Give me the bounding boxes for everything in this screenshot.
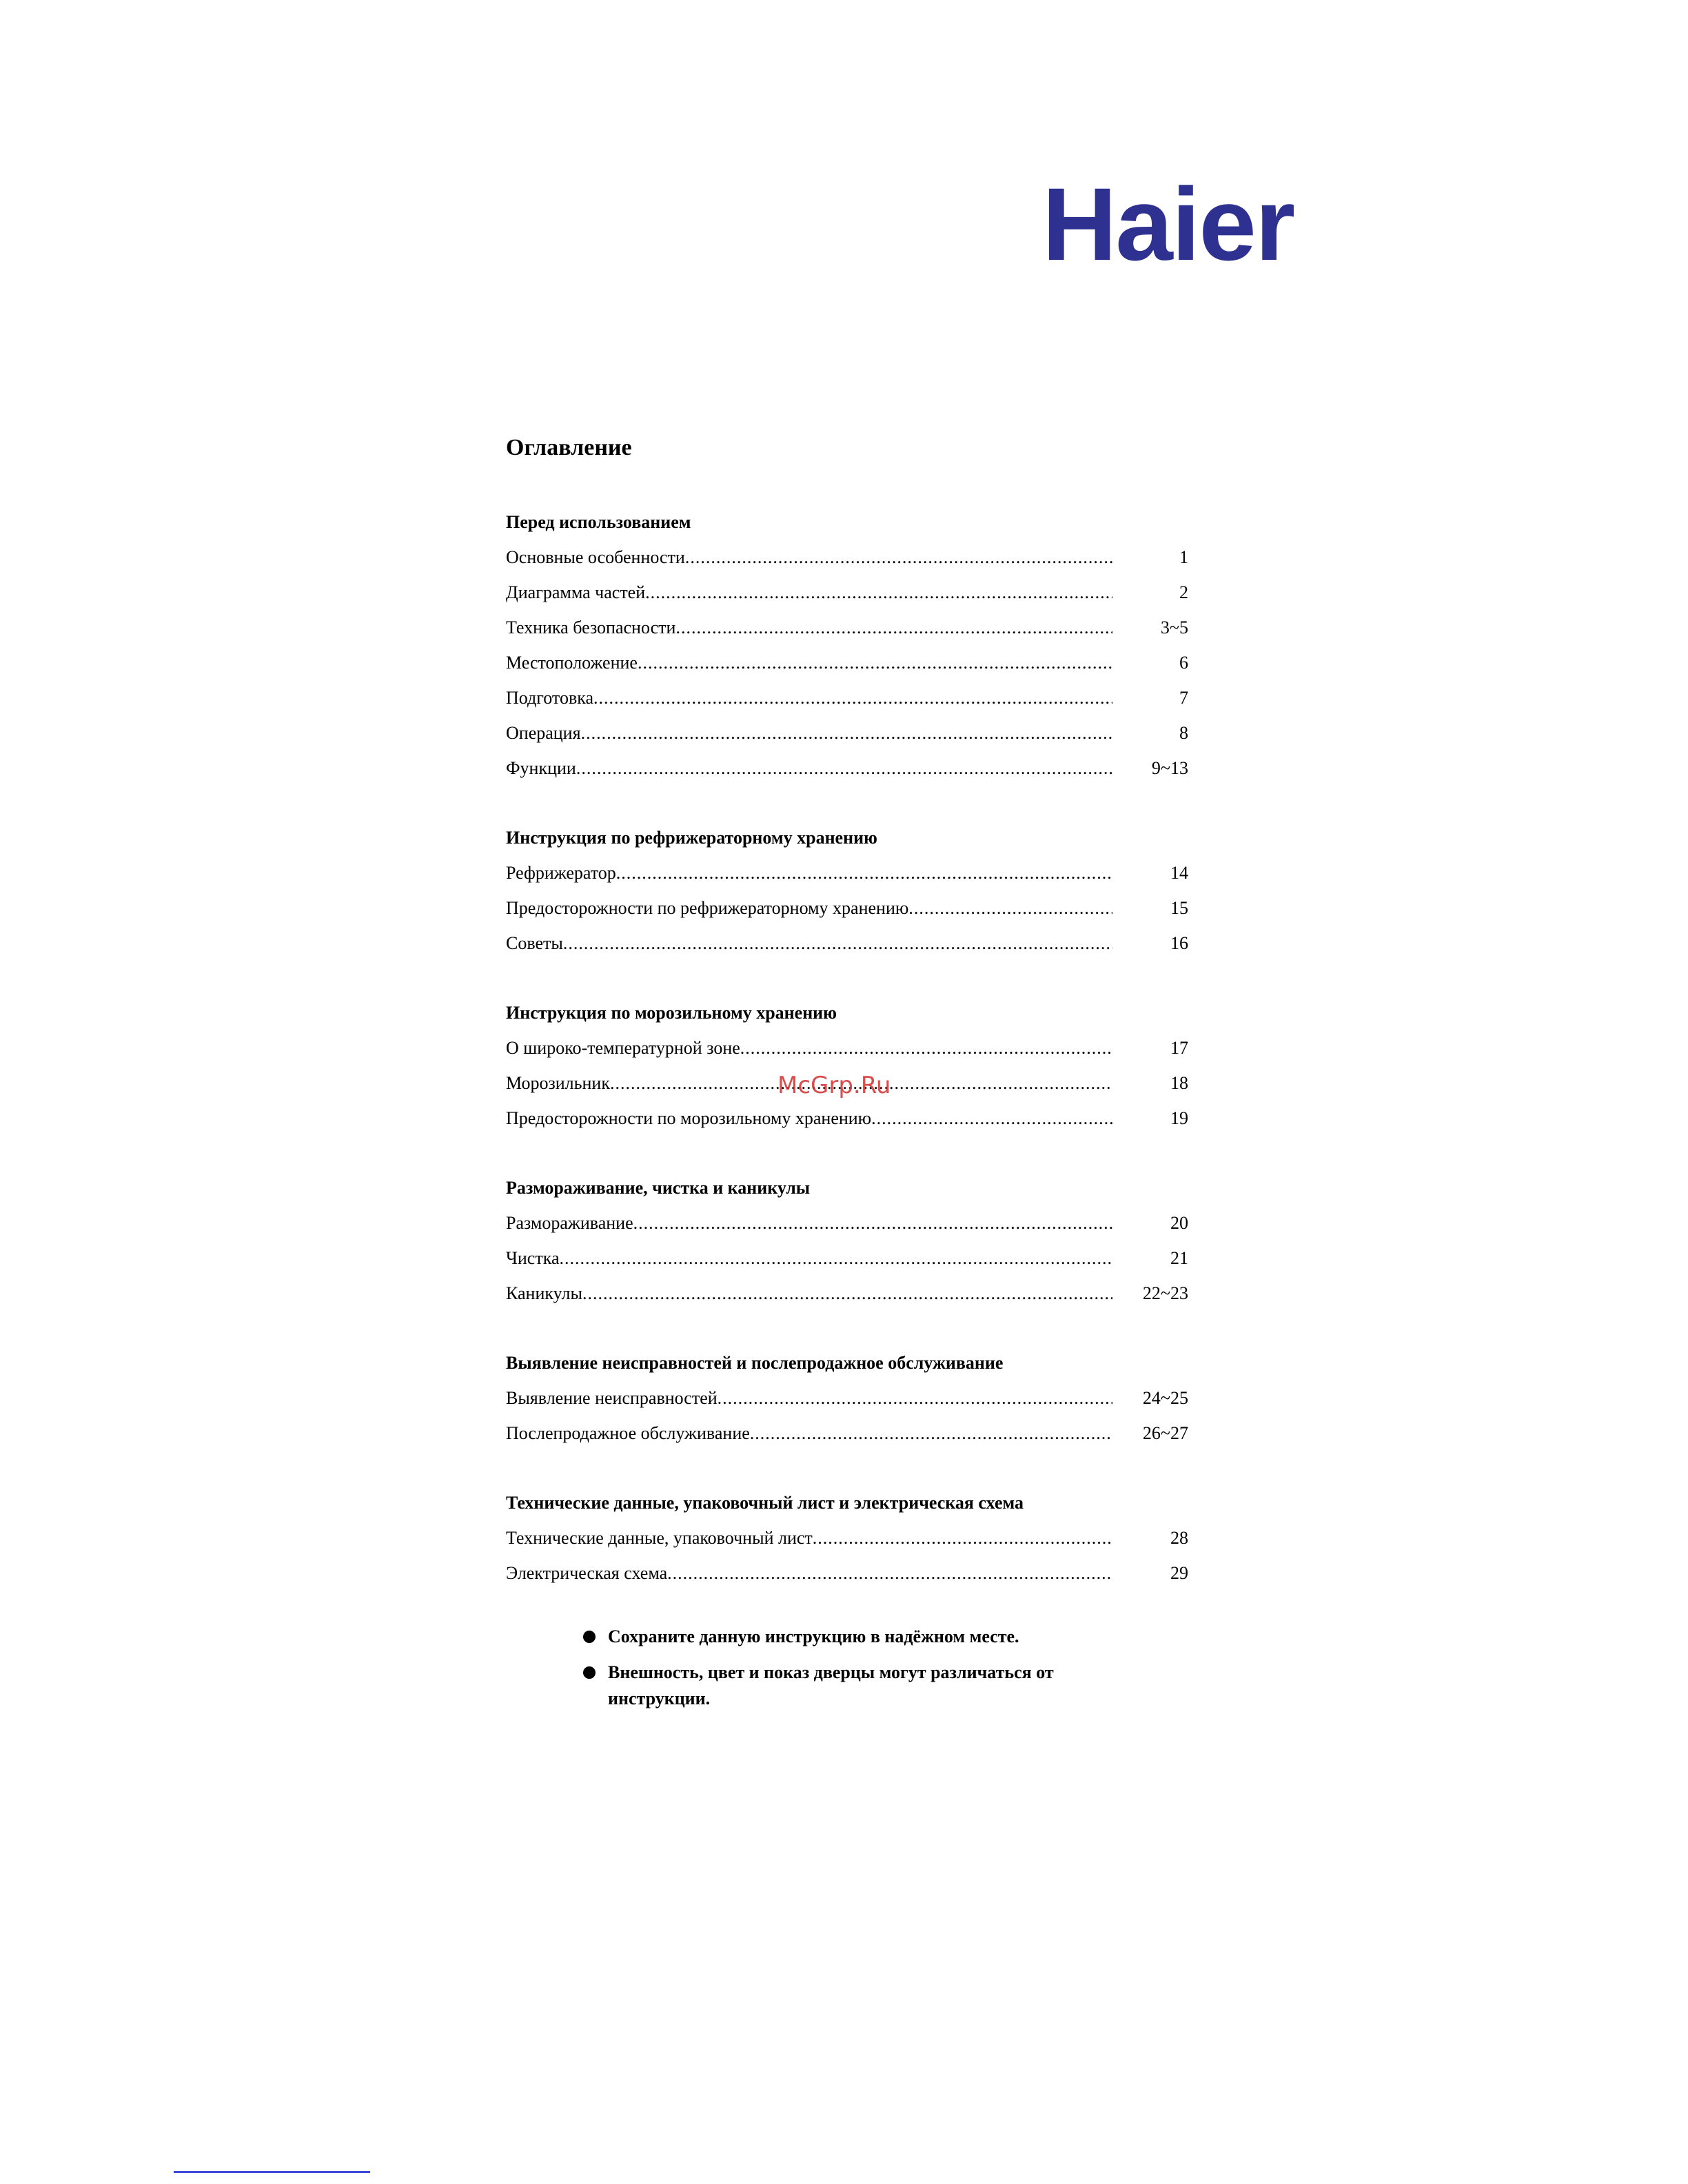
- dot-leader: [576, 751, 1112, 786]
- toc-entry-label: Электрическая схема: [506, 1563, 668, 1583]
- toc-entry-page: 21: [1170, 1248, 1188, 1268]
- toc-entry-label: Операция: [506, 723, 581, 743]
- dot-leader: [908, 890, 1112, 926]
- toc-entry[interactable]: [506, 1520, 1188, 1555]
- toc-section: [506, 1345, 1188, 1451]
- toc-section: [506, 820, 1188, 961]
- toc-entry-label: Техника безопасности: [506, 618, 676, 637]
- toc-entry-label: Технические данные, упаковочный лист: [506, 1528, 813, 1548]
- toc-entry-page: 6: [1179, 653, 1188, 673]
- dot-leader: [675, 610, 1112, 645]
- toc-entry-page: 15: [1170, 898, 1188, 918]
- toc-entry-label: Выявление неисправностей: [506, 1388, 718, 1408]
- toc-entry-label: Основные особенности: [506, 547, 685, 567]
- dot-leader: [750, 1416, 1112, 1451]
- haier-logo: Haier: [1042, 166, 1294, 282]
- dot-leader: [685, 540, 1112, 575]
- toc-entry[interactable]: [506, 645, 1188, 680]
- toc-entry-page: 28: [1170, 1528, 1188, 1548]
- toc-entry[interactable]: [506, 540, 1188, 575]
- toc-entry[interactable]: [506, 1555, 1188, 1591]
- toc-entry-page: 8: [1179, 723, 1188, 743]
- toc-entry-label: Рефрижератор: [506, 863, 616, 883]
- toc-entry[interactable]: [506, 715, 1188, 751]
- note-item: [579, 1624, 1103, 1650]
- dot-leader: [582, 1276, 1112, 1311]
- toc-entry-label: Предосторожности по рефрижераторному хранению: [506, 898, 909, 918]
- toc-entry-page: 22~23: [1142, 1283, 1188, 1303]
- toc-sections: [506, 504, 1188, 1591]
- note-text: Сохраните данную инструкцию в надёжном месте.: [608, 1626, 1019, 1646]
- toc-entry[interactable]: [506, 926, 1188, 961]
- toc-entry-label: Диаграмма частей: [506, 582, 646, 602]
- toc-entry-label: Функции: [506, 758, 576, 778]
- toc-entry-page: 1: [1179, 547, 1188, 567]
- toc-entry[interactable]: [506, 1101, 1188, 1136]
- toc-entry-label: Чистка: [506, 1248, 560, 1268]
- toc-entry-page: 19: [1170, 1108, 1188, 1128]
- toc-entry[interactable]: [506, 1416, 1188, 1451]
- toc-entry-label: Послепродажное обслуживание: [506, 1423, 750, 1443]
- dot-leader: [638, 645, 1112, 680]
- dot-leader: [667, 1555, 1112, 1591]
- toc-entry-page: 16: [1170, 933, 1188, 953]
- toc-entry[interactable]: [506, 855, 1188, 890]
- dot-leader: [581, 715, 1112, 751]
- toc-entry-page: 9~13: [1151, 758, 1188, 778]
- section-title: Технические данные, упаковочный лист и электрическая схема: [506, 1493, 1024, 1513]
- toc-entry-label: Морозильник: [506, 1073, 610, 1093]
- toc-section: [506, 995, 1188, 1136]
- toc-entry-page: 24~25: [1142, 1388, 1188, 1408]
- dot-leader: [616, 855, 1112, 890]
- toc-entry-page: 29: [1170, 1563, 1188, 1583]
- toc-section: [506, 1170, 1188, 1311]
- toc-entry-label: Каникулы: [506, 1283, 582, 1303]
- toc-entry[interactable]: [506, 680, 1188, 715]
- toc-entry-label: Предосторожности по морозильному хранению: [506, 1108, 872, 1128]
- section-title: Перед использованием: [506, 512, 691, 532]
- toc-entry-page: 7: [1179, 688, 1188, 708]
- toc-entry-label: Размораживание: [506, 1213, 633, 1233]
- toc-entry-page: 18: [1170, 1073, 1188, 1093]
- dot-leader: [645, 575, 1112, 610]
- toc-entry-page: 3~5: [1160, 618, 1188, 637]
- toc-entry-page: 26~27: [1142, 1423, 1188, 1443]
- section-title: Инструкция по морозильному хранению: [506, 1003, 837, 1023]
- toc-entry-page: 17: [1170, 1038, 1188, 1058]
- toc-entry-label: О широко-температурной зоне: [506, 1038, 740, 1058]
- footer-link-underline[interactable]: [174, 2171, 370, 2173]
- toc-entry[interactable]: [506, 1205, 1188, 1241]
- toc-entry[interactable]: [506, 890, 1188, 926]
- dot-leader: [633, 1205, 1112, 1241]
- toc-entry-page: 20: [1170, 1213, 1188, 1233]
- toc-title: Оглавление: [506, 435, 632, 460]
- toc-entry[interactable]: [506, 1241, 1188, 1276]
- toc-entry-label: Подготовка: [506, 688, 594, 708]
- dot-leader: [563, 926, 1112, 961]
- note-text: Внешность, цвет и показ дверцы могут различаться от инструкции.: [608, 1662, 1054, 1708]
- section-title: Размораживание, чистка и каникулы: [506, 1178, 811, 1198]
- toc-section: [506, 504, 1188, 786]
- dot-leader: [740, 1030, 1112, 1065]
- dot-leader: [560, 1241, 1113, 1276]
- toc-entry[interactable]: [506, 751, 1188, 786]
- dot-leader: [871, 1101, 1112, 1136]
- watermark: McGrp.Ru: [777, 1072, 891, 1099]
- note-item: [579, 1660, 1103, 1712]
- toc-entry[interactable]: [506, 1276, 1188, 1311]
- toc-entry-page: 2: [1179, 582, 1188, 602]
- toc-entry[interactable]: [506, 1030, 1188, 1065]
- dot-leader: [813, 1520, 1112, 1555]
- toc-entry-label: Советы: [506, 933, 563, 953]
- section-title: Инструкция по рефрижераторному хранению: [506, 828, 877, 848]
- dot-leader: [718, 1380, 1112, 1416]
- dot-leader: [593, 680, 1112, 715]
- section-title: Выявление неисправностей и послепродажное обслуживание: [506, 1353, 1004, 1373]
- notes: [579, 1624, 1103, 1722]
- toc-entry[interactable]: [506, 1380, 1188, 1416]
- toc-entry[interactable]: [506, 610, 1188, 645]
- bullet-icon: [583, 1631, 596, 1643]
- toc-section: [506, 1485, 1188, 1591]
- table-of-contents: [506, 427, 1188, 1625]
- toc-entry-label: Местоположение: [506, 653, 638, 673]
- toc-entry-page: 14: [1170, 863, 1188, 883]
- bullet-icon: [583, 1666, 596, 1679]
- toc-entry[interactable]: [506, 575, 1188, 610]
